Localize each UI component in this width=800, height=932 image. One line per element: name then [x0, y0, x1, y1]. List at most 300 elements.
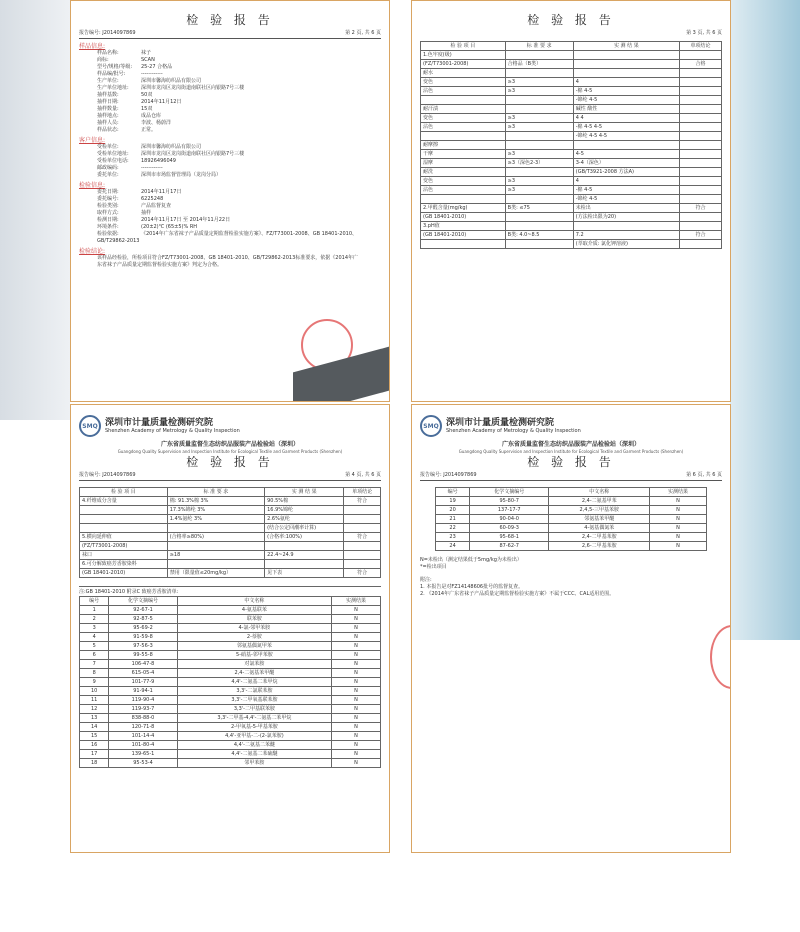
table-cell: 3,3'-二甲氧基联苯胺 — [177, 696, 331, 705]
table-cell — [679, 168, 721, 177]
table-cell: 95-68-1 — [470, 533, 549, 542]
table-cell: 4,4'-二氨基二苯硫醚 — [177, 750, 331, 759]
table-row — [80, 705, 381, 714]
info-row — [97, 99, 381, 106]
table-cell: 3 — [80, 624, 109, 633]
table-cell: 沾色 — [421, 87, 506, 96]
table-cell: 2.甲醛含量(mg/kg) — [421, 204, 506, 213]
table-cell: N — [650, 497, 707, 506]
info-label: 委托日期: — [97, 189, 119, 195]
table-cell — [265, 560, 344, 569]
info-row — [97, 113, 381, 120]
table-cell: (FZ/T73001-2008) — [80, 542, 168, 551]
table-cell: 邻氨基苯甲醚 — [549, 515, 650, 524]
inspection-info-list — [79, 189, 381, 245]
table-header: 编号 — [436, 488, 470, 497]
report-number: 报告编号: J2014097869 — [79, 472, 136, 478]
sample-info-heading: 样品信息: — [79, 43, 106, 50]
table-cell: 3,3'-二甲基-4,4'-二氨基二苯甲烷 — [177, 714, 331, 723]
table-header: 实 测 结 果 — [265, 488, 344, 497]
table-cell: 4-氨基联苯 — [177, 606, 331, 615]
table-cell: 1.色牢度(级) — [421, 51, 506, 60]
info-row — [97, 151, 381, 158]
table-cell: N — [332, 705, 381, 714]
page-notes — [420, 557, 722, 598]
info-value: 25-27 合格品 — [141, 64, 173, 70]
table-cell: 6 — [80, 651, 109, 660]
table-cell: (GB 18401-2010) — [421, 213, 506, 222]
table-cell: 袜口 — [80, 551, 168, 560]
info-value: 抽样 — [141, 210, 152, 216]
table-cell: ≥3 — [505, 186, 573, 195]
table-cell: ≥3 — [505, 177, 573, 186]
table-cell: 5.横向延伸值 — [80, 533, 168, 542]
info-value: 深圳市龙岗区龙岗街道南联社区向银路7号三楼 — [141, 151, 245, 157]
table-cell: N — [332, 660, 381, 669]
table-row — [80, 624, 381, 633]
table-cell — [344, 542, 381, 551]
table-row — [421, 186, 722, 195]
table-cell: B类: 4.0~8.5 — [505, 231, 573, 240]
table-cell — [505, 141, 573, 150]
table-cell: -锦纶 4-5 — [573, 195, 679, 204]
org-name-cn: 深圳市计量质量检测研究院 — [105, 418, 214, 428]
table-row — [80, 741, 381, 750]
info-value: 2014年11月12日 — [141, 99, 182, 105]
table-cell: 119-90-4 — [109, 696, 177, 705]
info-row — [97, 203, 381, 210]
table-row — [421, 204, 722, 213]
note-line: *=检出项目 — [420, 564, 447, 570]
table-cell — [505, 213, 573, 222]
info-row — [97, 196, 381, 203]
info-value: 15双 — [141, 106, 153, 112]
table-cell — [679, 150, 721, 159]
table-cell — [344, 506, 381, 515]
table-cell — [80, 524, 168, 533]
table-cell: 4,4'-二氨基二苯醚 — [177, 741, 331, 750]
table-cell: -棉 4-5 4-5 — [573, 123, 679, 132]
table-cell: 90.5%棉 — [265, 497, 344, 506]
info-value: 袜子 — [141, 50, 152, 56]
table-cell: 3,3'-二氯联苯胺 — [177, 687, 331, 696]
table-cell: 沾色 — [421, 123, 506, 132]
table-cell: 10 — [80, 687, 109, 696]
info-label: 检测日期: — [97, 217, 119, 223]
station-name-en: Guangdong Quality Supervision and Inspection Institute for Ecological Textile and Garment Products (Shenzhen) — [117, 449, 343, 454]
table-row — [421, 60, 722, 69]
table-cell: ≥3 — [505, 87, 573, 96]
info-value: 《2014年广东省袜子产品质量定期监督检验实施方案》、FZ/T73001-2008、GB 18401-2010、GB/T29862-2013 — [97, 231, 358, 244]
table-cell: N — [332, 687, 381, 696]
table-cell: ≥3 — [505, 123, 573, 132]
background-left — [0, 0, 70, 420]
table-row — [80, 515, 381, 524]
table-row — [80, 651, 381, 660]
table-cell — [505, 51, 573, 60]
table-cell — [679, 87, 721, 96]
table-cell: 137-17-7 — [470, 506, 549, 515]
info-label: 样品状态: — [97, 127, 119, 133]
table-row — [80, 678, 381, 687]
table-cell — [265, 542, 344, 551]
info-label: 委托单位: — [97, 172, 119, 178]
sample-info-list — [79, 50, 381, 134]
table-cell: 2,4-二氨基甲苯 — [549, 497, 650, 506]
table-header: 实测结果 — [332, 597, 381, 606]
table-row — [421, 87, 722, 96]
table-row — [421, 51, 722, 60]
table-cell: N — [332, 696, 381, 705]
table-cell: (结合公定回潮率计算) — [265, 524, 344, 533]
table-row — [421, 168, 722, 177]
report-page-2 — [70, 0, 390, 402]
table-row — [80, 551, 381, 560]
table-cell: N — [332, 714, 381, 723]
table-cell: 16 — [80, 741, 109, 750]
table-cell — [679, 96, 721, 105]
table-cell: 24 — [436, 542, 470, 551]
table-cell — [679, 114, 721, 123]
table-cell — [679, 222, 721, 231]
table-row — [421, 123, 722, 132]
report-title: 检 验 报 告 — [527, 13, 615, 27]
table-cell: -棉 4-5 — [573, 87, 679, 96]
table-header: 标 准 要 求 — [505, 42, 573, 51]
table-cell: (GB 18401-2010) — [421, 231, 506, 240]
table-cell: 碱性 酸性 — [573, 105, 679, 114]
org-header — [420, 405, 722, 437]
table-cell: N — [332, 678, 381, 687]
table-cell: 19 — [436, 497, 470, 506]
table-cell: 耐汗渍 — [421, 105, 506, 114]
info-row — [97, 120, 381, 127]
table-cell: 4 — [80, 633, 109, 642]
table-cell: 2,6-二甲基苯胺 — [549, 542, 650, 551]
info-label: 样品编/批号: — [97, 71, 126, 77]
table-row — [421, 222, 722, 231]
table-cell: 4,4'-亚甲基-二-(2-氯苯胺) — [177, 732, 331, 741]
table-cell: 12 — [80, 705, 109, 714]
table-cell — [679, 69, 721, 78]
table-cell: 合格 — [679, 60, 721, 69]
table-cell: 符合 — [344, 497, 381, 506]
table-cell: 15 — [80, 732, 109, 741]
table-cell: N — [332, 759, 381, 768]
info-value: 深圳市馨海纺织品有限公司 — [141, 144, 202, 150]
report-number: 报告编号: J2014097869 — [79, 30, 136, 36]
info-row — [97, 189, 381, 196]
table-cell: 4 — [573, 177, 679, 186]
table-cell: 90-04-0 — [470, 515, 549, 524]
table-row — [436, 533, 707, 542]
table-row — [80, 533, 381, 542]
table-cell: ≥3 — [505, 114, 573, 123]
info-value: 18926496049 — [141, 158, 176, 164]
table-cell: 耐洗 — [421, 168, 506, 177]
table-row — [80, 606, 381, 615]
table-cell: 1.4%氨纶 3% — [167, 515, 264, 524]
info-label: 邮政编码: — [97, 165, 119, 171]
table-cell: 17 — [80, 750, 109, 759]
table-cell — [679, 141, 721, 150]
table-cell: 6.可分解致癌芳香胺染料 — [80, 560, 168, 569]
inspection-info-heading: 检验信息: — [79, 182, 106, 189]
table-cell: 4,4'-二氨基二苯甲烷 — [177, 678, 331, 687]
table-cell: 沾色 — [421, 186, 506, 195]
table-cell: 4 — [573, 78, 679, 87]
table-header: 编号 — [80, 597, 109, 606]
conclusion-text: 该样品经检验，所检项目符合FZ/T73001-2008、GB 18401-2010、GB/T29862-2013标准要求，依据《2014年广东省袜子产品质量定期监督检验实施方案》判定为合格。 — [97, 255, 359, 268]
table-cell: 耐摩擦 — [421, 141, 506, 150]
table-cell: B类: ≤75 — [505, 204, 573, 213]
info-row — [97, 106, 381, 113]
table-cell: (合格率≥80%) — [167, 533, 264, 542]
info-value: 产品监督复查 — [141, 203, 172, 209]
info-label: 受检单位电话: — [97, 158, 129, 164]
table-cell: (FZ/T73001-2008) — [421, 60, 506, 69]
table-cell: 2,4-二氨基苯甲醚 — [177, 669, 331, 678]
table-cell — [679, 123, 721, 132]
table-cell: 101-77-9 — [109, 678, 177, 687]
page-header — [79, 1, 381, 13]
table-cell: 95-80-7 — [470, 497, 549, 506]
table-header: 检 验 项 目 — [80, 488, 168, 497]
table-cell — [573, 222, 679, 231]
table-cell: 符合 — [344, 533, 381, 542]
amine-note: 注:GB 18401-2010 附录C 致癌芳香胺清单: — [79, 586, 381, 596]
table-cell — [679, 240, 721, 249]
table-cell — [344, 551, 381, 560]
table-cell: N — [332, 633, 381, 642]
table-cell: 2,4-二甲基苯胺 — [549, 533, 650, 542]
table-cell: 变色 — [421, 177, 506, 186]
table-cell: (萃取介质: 氯化钾溶液) — [573, 240, 679, 249]
table-cell: 变色 — [421, 114, 506, 123]
table-header: 实测结果 — [650, 488, 707, 497]
info-label: 环境条件: — [97, 224, 119, 230]
table-cell: ≥3（深色2-3） — [505, 159, 573, 168]
table-header: 单项结论 — [344, 488, 381, 497]
info-row — [97, 224, 381, 231]
table-cell: 5 — [80, 642, 109, 651]
table-row — [436, 515, 707, 524]
table-row — [421, 114, 722, 123]
report-title: 检 验 报 告 — [186, 455, 274, 469]
table-cell: 4 4 — [573, 114, 679, 123]
info-row — [97, 85, 381, 92]
info-value: ------------ — [141, 165, 163, 171]
table-cell — [573, 51, 679, 60]
info-label: 商标: — [97, 57, 109, 63]
table-cell: N — [332, 669, 381, 678]
table-cell: N — [332, 615, 381, 624]
table-cell: 联苯胺 — [177, 615, 331, 624]
table-cell — [167, 524, 264, 533]
table-cell: 见下表 — [265, 569, 344, 578]
table-cell: 91-59-8 — [109, 633, 177, 642]
info-label: 抽样日期: — [97, 99, 119, 105]
page-header — [420, 1, 722, 13]
info-value: 深圳市馨海纺织品有限公司 — [141, 78, 202, 84]
table-row — [80, 687, 381, 696]
table-cell: N — [650, 506, 707, 515]
table-cell: 符合 — [679, 204, 721, 213]
table-cell: N — [650, 533, 707, 542]
table-cell: 干摩 — [421, 150, 506, 159]
table-cell: 3,3'-二甲基联苯胺 — [177, 705, 331, 714]
table-cell: N — [332, 642, 381, 651]
info-label: 检验类别: — [97, 203, 119, 209]
info-row — [97, 71, 381, 78]
table-row — [80, 524, 381, 533]
info-value: 深圳市龙岗区龙岗街道南联社区向银路7号三楼 — [141, 85, 245, 91]
table-cell: 合格品（B类） — [505, 60, 573, 69]
page-number: 第 3 页, 共 6 页 — [686, 30, 722, 36]
table-row — [421, 177, 722, 186]
table-row — [421, 150, 722, 159]
table-cell: 耐水 — [421, 69, 506, 78]
table-cell: N — [650, 515, 707, 524]
table-cell: 7 — [80, 660, 109, 669]
table-cell: ≥3 — [505, 150, 573, 159]
table-cell: 3.pH值 — [421, 222, 506, 231]
smq-logo-icon: SMQ — [420, 415, 442, 437]
table-cell: 9 — [80, 678, 109, 687]
info-label: 生产单位地址: — [97, 85, 129, 91]
info-row — [97, 158, 381, 165]
info-value: 李波、杨蔚洋 — [141, 120, 172, 126]
table-cell: N — [332, 723, 381, 732]
table-row — [80, 560, 381, 569]
table-cell: (合格率:100%) — [265, 533, 344, 542]
table-cell — [167, 560, 264, 569]
table-row — [80, 750, 381, 759]
table-cell: 119-93-7 — [109, 705, 177, 714]
table-cell — [679, 195, 721, 204]
table-cell — [505, 105, 573, 114]
table-row — [80, 615, 381, 624]
table-cell: 13 — [80, 714, 109, 723]
report-title: 检 验 报 告 — [186, 13, 274, 27]
table-cell: 4-氨基偶氮苯 — [549, 524, 650, 533]
table-cell: (方法检出限为20) — [573, 213, 679, 222]
info-label: 生产单位: — [97, 78, 119, 84]
table-cell — [679, 51, 721, 60]
table-header: 实 测 结 果 — [573, 42, 679, 51]
page-number: 第 6 页, 共 6 页 — [686, 472, 722, 478]
table-cell: N — [332, 750, 381, 759]
table-cell: 4.纤维成分含量 — [80, 497, 168, 506]
table-cell — [344, 515, 381, 524]
test-results-table — [420, 41, 722, 249]
page-number: 第 2 页, 共 6 页 — [345, 30, 381, 36]
table-row — [436, 524, 707, 533]
table-cell: ≥18 — [167, 551, 264, 560]
table-cell — [421, 132, 506, 141]
info-label: 抽样基数: — [97, 92, 119, 98]
table-cell: 20 — [436, 506, 470, 515]
table-cell: 邻氨基偶氮甲苯 — [177, 642, 331, 651]
table-cell: 对氯苯胺 — [177, 660, 331, 669]
table-row — [80, 669, 381, 678]
info-label: 抽样人员: — [97, 120, 119, 126]
table-cell: 22 — [436, 524, 470, 533]
table-cell — [679, 105, 721, 114]
table-row — [436, 497, 707, 506]
table-cell: 2 — [80, 615, 109, 624]
table-cell: 4-5 — [573, 150, 679, 159]
info-row — [97, 165, 381, 172]
table-header: 检 验 项 目 — [421, 42, 506, 51]
table-cell — [505, 195, 573, 204]
table-row — [436, 506, 707, 515]
table-cell — [505, 96, 573, 105]
info-value: ------------ — [141, 71, 163, 77]
info-value: 2014年11月17日 — [141, 189, 182, 195]
report-number: 报告编号: J2014097869 — [420, 472, 477, 478]
org-name-en: Shenzhen Academy of Metrology & Quality Inspection — [446, 428, 581, 434]
report-number-row — [79, 30, 381, 39]
table-cell: 92-87-5 — [109, 615, 177, 624]
table-cell — [505, 132, 573, 141]
amine-table-b — [435, 487, 707, 551]
table-cell: 未检出 — [573, 204, 679, 213]
table-cell: 禁用（限量值≤20mg/kg） — [167, 569, 264, 578]
table-cell — [679, 213, 721, 222]
table-cell: 60-09-3 — [470, 524, 549, 533]
table-cell — [505, 168, 573, 177]
table-row — [80, 696, 381, 705]
table-cell: 22.4~24.9 — [265, 551, 344, 560]
table-cell — [421, 240, 506, 249]
info-label: 样品名称: — [97, 50, 119, 56]
table-cell — [573, 69, 679, 78]
note-line: 附注: — [420, 577, 432, 583]
table-cell: (GB/T3921-2008 方法A) — [573, 168, 679, 177]
table-cell — [679, 177, 721, 186]
table-row — [80, 642, 381, 651]
table-cell — [421, 195, 506, 204]
info-label: 受检单位: — [97, 144, 119, 150]
info-value: 正常。 — [141, 127, 157, 133]
table-cell: (GB 18401-2010) — [80, 569, 168, 578]
table-cell: 2-甲氧基-5-甲基苯胺 — [177, 723, 331, 732]
note-line: 2. 《2014年广东省袜子产品质量定期监督检验实施方案》不属于CCC、CAL适用范围。 — [420, 591, 615, 597]
table-row — [436, 542, 707, 551]
table-cell: 139-65-1 — [109, 750, 177, 759]
table-cell: 14 — [80, 723, 109, 732]
org-name-en: Shenzhen Academy of Metrology & Quality Inspection — [105, 428, 240, 434]
client-info-list — [79, 144, 381, 179]
info-label: 抽样地点: — [97, 113, 119, 119]
table-cell — [421, 96, 506, 105]
station-name-cn: 广东省质量监督生态纺织品服装产品检验站（深圳） — [501, 441, 640, 448]
table-row — [421, 159, 722, 168]
table-row — [421, 96, 722, 105]
page-number: 第 4 页, 共 6 页 — [345, 472, 381, 478]
table-cell — [344, 560, 381, 569]
table-row — [421, 78, 722, 87]
note-line: 1. 本报告是对FZ14148606批号的监督复查。 — [420, 584, 524, 590]
table-row — [80, 569, 381, 578]
table-row — [80, 759, 381, 768]
conclusion-heading: 检验结论: — [79, 248, 106, 255]
table-cell: 3-4（深色） — [573, 159, 679, 168]
org-name-cn: 深圳市计量质量检测研究院 — [446, 418, 555, 428]
table-cell: 湿摩 — [421, 159, 506, 168]
table-cell: N — [650, 524, 707, 533]
